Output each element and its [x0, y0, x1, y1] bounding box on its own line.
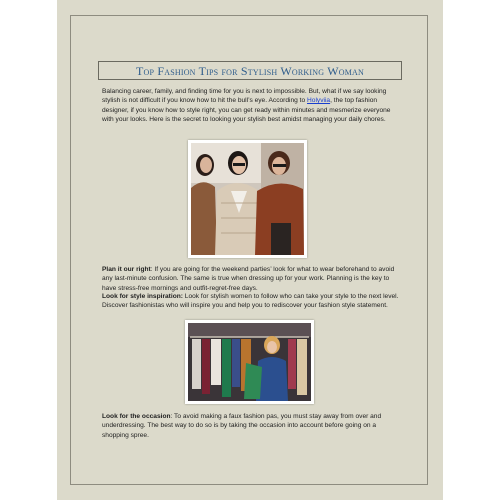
document-page: [57, 0, 443, 500]
tip-plan-heading: Plan it our right: [102, 266, 151, 273]
tip-occasion-paragraph: [102, 412, 402, 440]
clothing-rack-photo: [185, 320, 314, 404]
three-women-image: [191, 143, 304, 255]
tip-style-text: Look for stylish women to follow who can take your style to the next level. Discover fashionistas who will inspire you and help you to rediscover your fashion style statement.: [102, 293, 399, 310]
tip-style-heading: Look for style inspiration:: [102, 293, 183, 300]
tip-occasion-text: : To avoid making a faux fashion pas, you must stay away from over and underdressing. The best way to do so is by taking the occasion into account before going on a shopping spree.: [102, 413, 382, 439]
intro-text-end: , the top fashion designer, if you know how to style right, you can get ready within minutes and mesmerize everyone with your looks. Here is the secret to looking your stylish best amidst managing your daily chores.: [102, 97, 391, 124]
intro-paragraph: [102, 87, 402, 125]
tip-style-paragraph: [102, 292, 402, 311]
tip-plan-paragraph: [102, 265, 402, 293]
page-title: Top Fashion Tips for Stylish Working Woman: [136, 64, 364, 78]
clothing-rack-image: [188, 323, 311, 401]
tip-plan-text: : If you are going for the weekend parties’ look for what to wear beforehand to avoid any last-minute confusion. The same is true when dressing up for your work. Planning is the key to have stress-free mornings and outfit-regret-free days.: [102, 266, 395, 292]
holyviia-link[interactable]: Holyviia: [307, 97, 331, 105]
intro-text-start: Balancing career, family, and finding time for you is next to impossible. But, what if we say looking stylish is not difficult if you know how to hit the bull’s eye. According to: [102, 88, 387, 105]
title-box: [98, 61, 402, 80]
three-women-photo: [188, 140, 307, 258]
tip-occasion-heading: Look for the occasion: [102, 413, 171, 420]
